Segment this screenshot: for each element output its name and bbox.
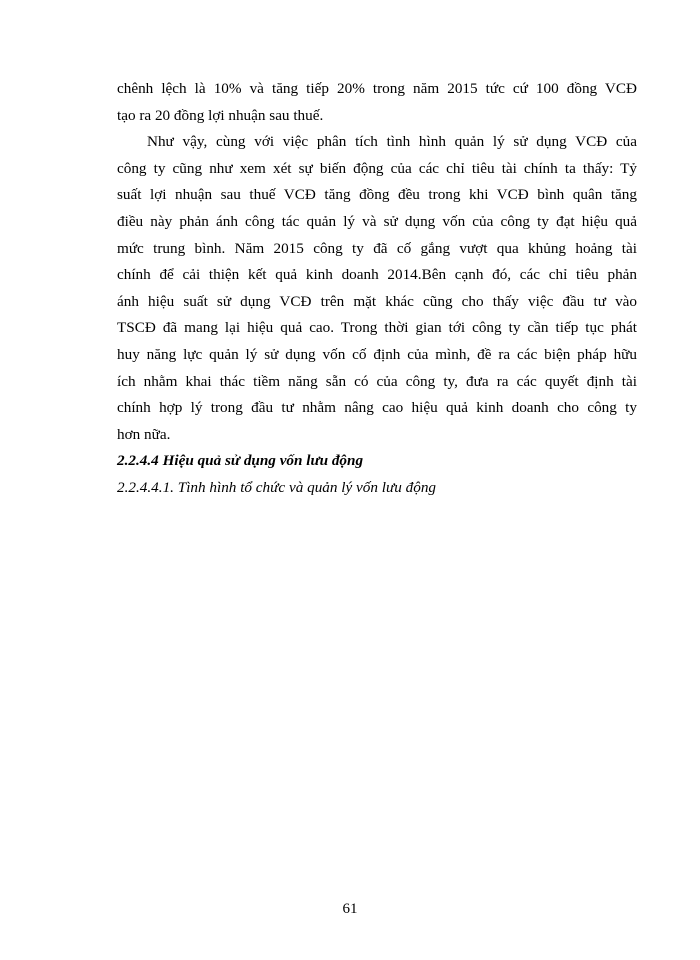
section-heading: 2.2.4.4 Hiệu quả sử dụng vốn lưu động bbox=[117, 452, 364, 470]
paragraph-line: Như vậy, cùng với việc phân tích tình hình quản lý sử dụng VCĐ của bbox=[147, 133, 637, 151]
paragraph-line: chênh lệch là 10% và tăng tiếp 20% trong năm 2015 tức cứ 100 đồng VCĐ bbox=[117, 80, 637, 97]
paragraph-line: điều này phản ánh công tác quản lý và sử dụng vốn của công ty đạt hiệu quả bbox=[117, 212, 637, 230]
paragraph-line: công ty cũng như xem xét sự biến động của các chỉ tiêu tài chính ta thấy: Tỷ bbox=[117, 159, 637, 177]
paragraph-line: ích nhằm khai thác tiềm năng sẵn có của công ty, đưa ra các quyết định tài bbox=[117, 372, 637, 390]
body-text bbox=[117, 76, 637, 502]
section-subheading: 2.2.4.4.1. Tình hình tổ chức và quản lý vốn lưu động bbox=[117, 478, 437, 496]
paragraph-line: ánh hiệu suất sử dụng VCĐ trên mặt khác cũng cho thấy việc đầu tư vào bbox=[117, 292, 637, 310]
paragraph-line: hơn nữa. bbox=[117, 425, 171, 443]
paragraph-line: tạo ra 20 đồng lợi nhuận sau thuế. bbox=[117, 106, 324, 124]
paragraph-line: huy năng lực quản lý sử dụng vốn cố định của mình, đề ra các biện pháp hữu bbox=[117, 345, 637, 363]
paragraph-line: mức trung bình. Năm 2015 công ty đã cố gắng vượt qua khủng hoảng tài bbox=[117, 239, 637, 257]
paragraph-line: suất lợi nhuận sau thuế VCĐ tăng đồng đều trong khi VCĐ bình quân tăng bbox=[117, 186, 637, 204]
paragraph-line: TSCĐ đã mang lại hiệu quả cao. Trong thời gian tới công ty cần tiếp tục phát bbox=[117, 319, 637, 337]
paragraph-line: chính hợp lý trong đầu tư nhằm nâng cao hiệu quả kinh doanh cho công ty bbox=[117, 399, 637, 417]
page-number: 61 bbox=[342, 901, 358, 917]
paragraph-line: chính để cải thiện kết quả kinh doanh 2014.Bên cạnh đó, các chỉ tiêu phản bbox=[117, 266, 637, 284]
